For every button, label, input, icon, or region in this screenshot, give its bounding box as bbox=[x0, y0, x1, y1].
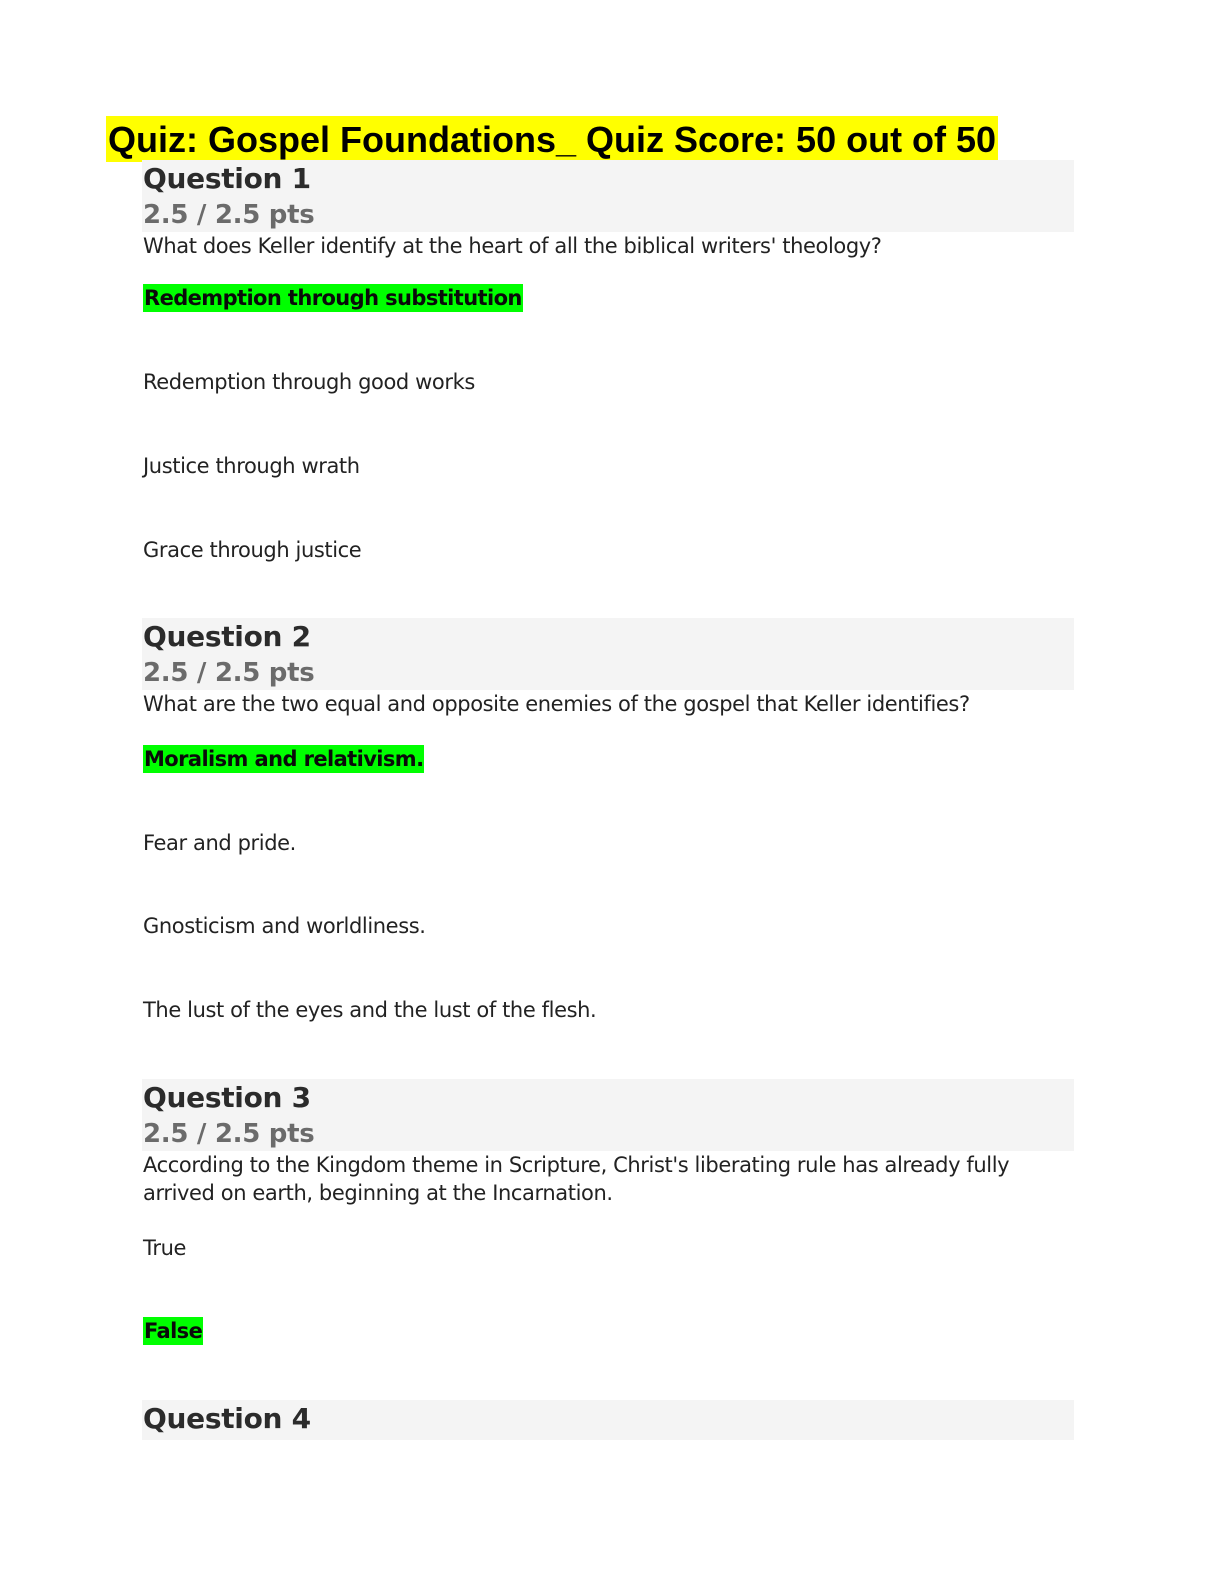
question-4 bbox=[142, 1400, 1074, 1440]
answer-correct: False bbox=[144, 1319, 203, 1343]
question-title: Question 1 bbox=[143, 162, 311, 195]
question-title: Question 4 bbox=[143, 1402, 311, 1435]
question-title: Question 2 bbox=[143, 620, 311, 653]
question-header bbox=[142, 618, 1074, 690]
question-points: 2.5 / 2.5 pts bbox=[143, 1119, 315, 1149]
answer-option: Redemption through good works bbox=[143, 370, 475, 394]
answer-correct: Moralism and relativism. bbox=[144, 747, 424, 771]
question-points: 2.5 / 2.5 pts bbox=[143, 658, 315, 688]
answer-correct: Redemption through substitution bbox=[144, 286, 522, 310]
question-text: What does Keller identify at the heart of all the biblical writers' theology? bbox=[143, 234, 882, 258]
answer-option: Justice through wrath bbox=[143, 454, 360, 478]
answer-option: True bbox=[143, 1236, 187, 1260]
answer-option: Gnosticism and worldliness. bbox=[143, 914, 426, 938]
question-text: What are the two equal and opposite enemies of the gospel that Keller identifies? bbox=[143, 692, 970, 716]
page-title: Quiz: Gospel Foundations_ Quiz Score: 50 out of 50 bbox=[106, 116, 998, 162]
question-header bbox=[142, 1079, 1074, 1151]
question-points: 2.5 / 2.5 pts bbox=[143, 200, 315, 230]
question-header bbox=[142, 160, 1074, 232]
answer-option: Grace through justice bbox=[143, 538, 362, 562]
question-header bbox=[142, 1400, 1074, 1440]
question-2 bbox=[142, 618, 1074, 1038]
question-1 bbox=[142, 160, 1074, 580]
answer-option: Fear and pride. bbox=[143, 831, 296, 855]
answer-option: The lust of the eyes and the lust of the flesh. bbox=[143, 998, 597, 1022]
question-3 bbox=[142, 1079, 1074, 1369]
question-title: Question 3 bbox=[143, 1081, 311, 1114]
question-text: According to the Kingdom theme in Scripture, Christ's liberating rule has already fully arrived on earth, beginning at the Incarnation. bbox=[143, 1153, 1010, 1205]
